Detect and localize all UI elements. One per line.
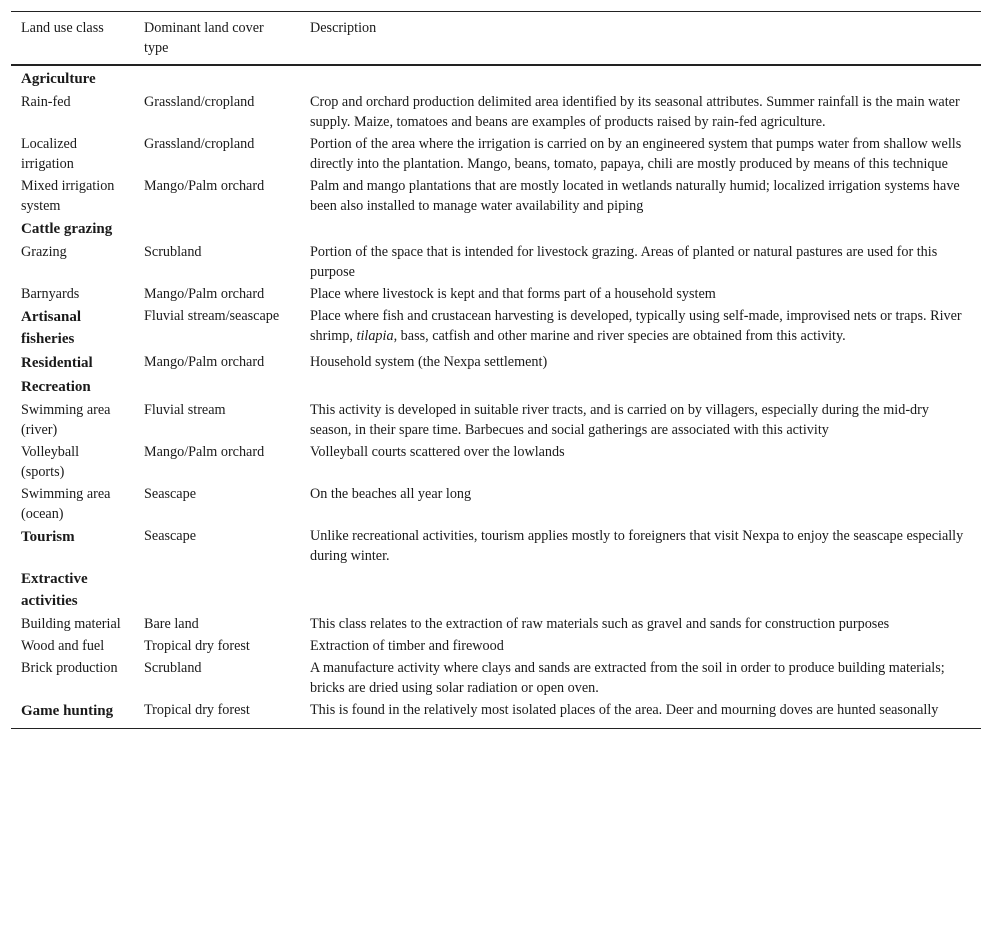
land-use-table <box>11 11 981 729</box>
table-row <box>11 133 981 175</box>
table-row <box>11 483 981 525</box>
land-cover-cell: Grassland/cropland <box>144 94 255 110</box>
land-cover-cell: Bare land <box>144 616 199 632</box>
land-cover-cell: Fluvial stream/seascape <box>144 308 280 324</box>
land-use-class-cell: Building material <box>21 616 121 632</box>
land-use-class-cell: Localized irrigation <box>21 136 77 172</box>
land-use-class-cell: Volleyball (sports) <box>21 444 80 480</box>
description-cell: Place where livestock is kept and that forms part of a household system <box>310 286 716 302</box>
description-cell: This activity is developed in suitable river tracts, and is carried on by villagers, especially during the mid-dry season, in their spare time. Barbecues and social gatherings are associated with this activity <box>310 402 929 438</box>
table-row <box>11 441 981 483</box>
land-use-class-cell: Swimming area (river) <box>21 402 111 438</box>
description-cell: Household system (the Nexpa settlement) <box>310 354 548 370</box>
land-cover-cell: Seascape <box>144 486 196 502</box>
description-cell: This is found in the relatively most isolated places of the area. Deer and mourning doves are hunted seasonally <box>310 702 939 718</box>
description-cell <box>300 65 981 91</box>
table-section-row <box>11 375 981 399</box>
description-cell: Volleyball courts scattered over the lowlands <box>310 444 565 460</box>
land-use-class-cell: Barnyards <box>21 286 80 302</box>
land-cover-cell: Fluvial stream <box>144 402 226 418</box>
land-use-class-cell: Swimming area (ocean) <box>21 486 111 522</box>
land-use-class-cell: Artisanal fisheries <box>21 309 81 347</box>
land-cover-cell: Mango/Palm orchard <box>144 444 265 460</box>
header-row <box>11 12 981 66</box>
description-cell: Palm and mango plantations that are mostly located in wetlands naturally humid; localized irrigation systems have been also installed to manage water availability and piping <box>310 178 960 214</box>
description-cell <box>300 375 981 399</box>
description-cell: Crop and orchard production delimited area identified by its seasonal attributes. Summer rainfall is the main water supply. Maize, tomatoes and beans are examples of products raised by rain-fed agriculture. <box>310 94 960 130</box>
description-cell <box>300 567 981 613</box>
species-name-italic: tilapia <box>356 328 394 344</box>
land-cover-cell: Tropical dry forest <box>144 638 250 654</box>
land-cover-cell: Grassland/cropland <box>144 136 255 152</box>
land-cover-cell: Tropical dry forest <box>144 702 250 718</box>
table-section-row <box>11 699 981 729</box>
table-section-row <box>11 567 981 613</box>
land-use-class-cell: Residential <box>21 355 93 371</box>
table-row <box>11 635 981 657</box>
description-cell: Portion of the space that is intended for livestock grazing. Areas of planted or natural pastures are used for this purpose <box>310 244 938 280</box>
land-cover-cell: Seascape <box>144 528 196 544</box>
land-cover-cell: Mango/Palm orchard <box>144 286 265 302</box>
table-row <box>11 91 981 133</box>
land-cover-cell: Scrubland <box>144 244 202 260</box>
land-use-class-cell: Cattle grazing <box>21 221 113 237</box>
table-row <box>11 613 981 635</box>
table-row <box>11 657 981 699</box>
land-cover-cell: Mango/Palm orchard <box>144 178 265 194</box>
table-header <box>11 12 981 66</box>
table-row <box>11 399 981 441</box>
land-cover-cell <box>134 375 300 399</box>
description-cell: On the beaches all year long <box>310 486 472 502</box>
land-use-class-cell: Brick production <box>21 660 118 676</box>
header-dominant-land-cover: Dominant land cover type <box>144 20 264 56</box>
land-use-class-cell: Wood and fuel <box>21 638 105 654</box>
header-land-use-class: Land use class <box>21 20 104 36</box>
land-use-class-cell: Mixed irrigation system <box>21 178 115 214</box>
table-row <box>11 241 981 283</box>
table-row <box>11 283 981 305</box>
land-use-class-cell: Rain-fed <box>21 94 71 110</box>
table-row <box>11 175 981 217</box>
description-cell: Extraction of timber and firewood <box>310 638 504 654</box>
description-cell <box>300 217 981 241</box>
table-section-row <box>11 65 981 91</box>
table-section-row <box>11 525 981 567</box>
description-text: Place where fish and crustacean harvesting is developed, typically using self-made, improvised nets or traps. River shrimp, <box>310 308 962 344</box>
land-use-class-cell: Tourism <box>21 529 75 545</box>
land-cover-cell <box>134 217 300 241</box>
land-use-class-cell: Game hunting <box>21 703 114 719</box>
land-use-class-cell: Grazing <box>21 244 67 260</box>
land-use-class-cell: Agriculture <box>21 71 96 87</box>
description-cell: This class relates to the extraction of raw materials such as gravel and sands for construction purposes <box>310 616 890 632</box>
land-use-class-cell: Recreation <box>21 379 91 395</box>
description-cell: Portion of the area where the irrigation is carried on by an engineered system that pumps water from shallow wells directly into the plantation. Mango, beans, tomato, papaya, chili are mostly produced by means of this technique <box>310 136 962 172</box>
land-cover-cell: Scrubland <box>144 660 202 676</box>
description-cell: A manufacture activity where clays and sands are extracted from the soil in order to produce building materials; bricks are dried using solar radiation or open oven. <box>310 660 945 696</box>
land-use-class-cell: Extractive activities <box>21 571 88 609</box>
header-description: Description <box>310 20 377 36</box>
table-section-row <box>11 305 981 351</box>
land-cover-cell <box>134 567 300 613</box>
description-text: , bass, catfish and other marine and river species are obtained from this activity. <box>393 328 846 344</box>
land-cover-cell <box>134 65 300 91</box>
table-section-row <box>11 217 981 241</box>
land-cover-cell: Mango/Palm orchard <box>144 354 265 370</box>
description-cell: Unlike recreational activities, tourism applies mostly to foreigners that visit Nexpa to enjoy the seascape especially during winter. <box>310 528 964 564</box>
description-cell <box>300 305 981 351</box>
land-use-table-container <box>11 11 981 729</box>
table-body <box>11 65 981 729</box>
table-section-row <box>11 351 981 375</box>
